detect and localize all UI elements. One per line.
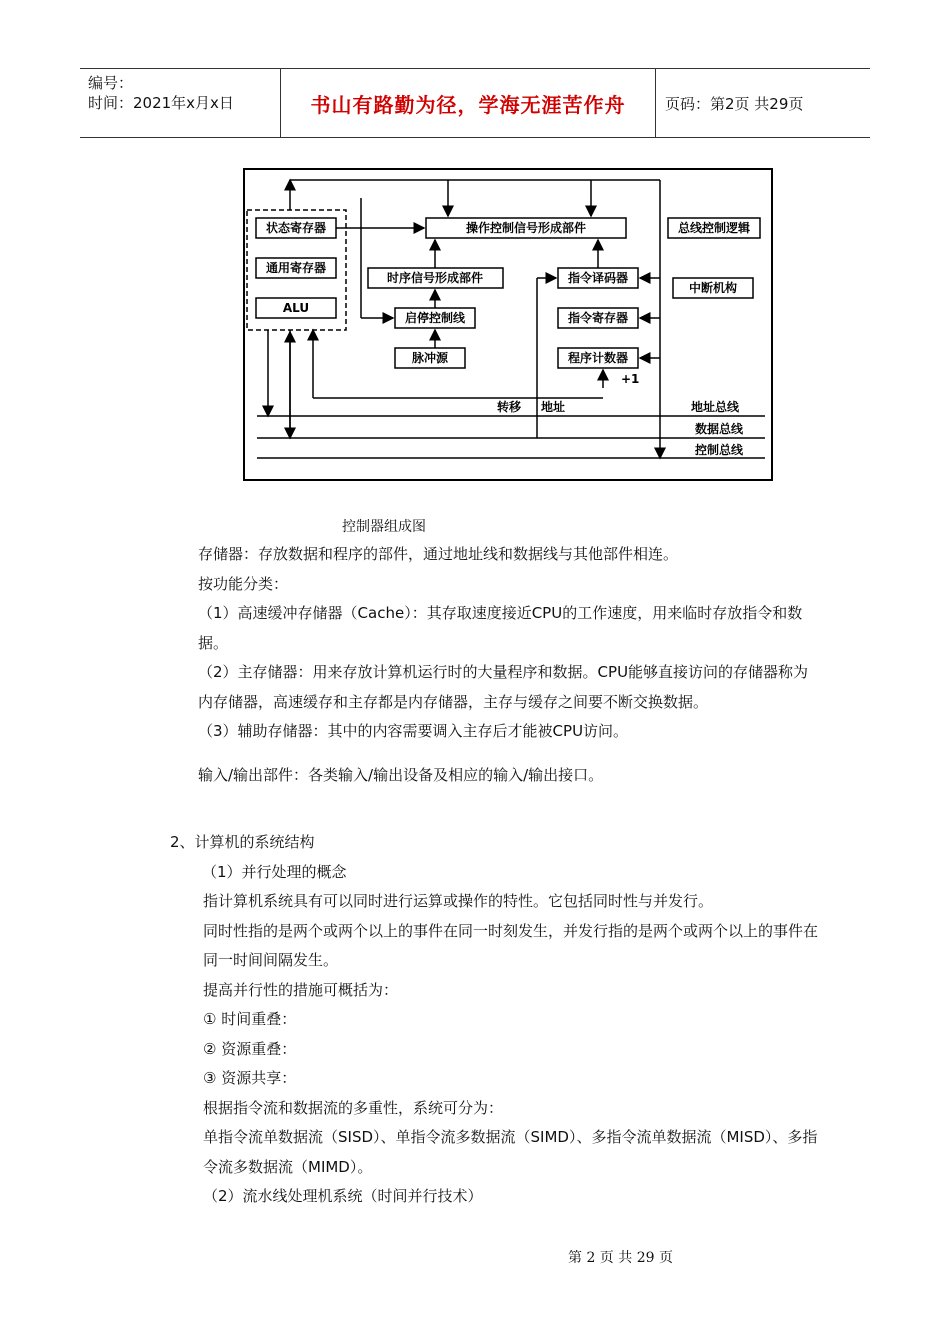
- section-line: 单指令流单数据流（SISD）、单指令流多数据流（SIMD）、多指令流单数据流（MISD）、多指令流多数据流（MIMD）。: [203, 1128, 818, 1176]
- section-line: 同时性指的是两个或两个以上的事件在同一时刻发生，并发行指的是两个或两个以上的事件在同一时间间隔发生。: [203, 921, 819, 969]
- address-label: 地址: [541, 400, 566, 414]
- addr-bus-label: 地址总线: [691, 400, 740, 414]
- interrupt-label: 中断机构: [688, 281, 738, 295]
- alu-label: ALU: [282, 301, 310, 315]
- timing-label: 时序信号形成部件: [386, 271, 484, 285]
- paragraph: 存储器：存放数据和程序的部件，通过地址线和数据线与其他部件相连。: [198, 545, 679, 563]
- general-reg-label: 通用寄存器: [265, 261, 327, 275]
- section-2: [170, 828, 820, 1212]
- block-pc: [558, 348, 638, 368]
- controller-diagram: [243, 168, 773, 481]
- decoder-label: 指令译码器: [567, 271, 629, 285]
- body-text: [198, 540, 818, 790]
- block-pulse: [395, 348, 465, 368]
- paragraph: （1）高速缓冲存储器（Cache）：其存取速度接近CPU的工作速度，用来临时存放指令和数据。: [198, 604, 803, 652]
- paragraph: （2）主存储器：用来存放计算机运行时的大量程序和数据。CPU能够直接访问的存储器称为内存储器，高速缓存和主存都是内存储器，主存与缓存之间要不断交换数据。: [198, 663, 809, 711]
- header-divider: [655, 69, 656, 137]
- section-line: 提高并行性的措施可概括为：: [203, 980, 399, 999]
- page-footer: 第 2 页 共 29 页: [568, 1250, 673, 1266]
- paragraph: （3）辅助存储器：其中的内容需要调入主存后才能被CPU访问。: [198, 722, 629, 740]
- paragraph: 输入/输出部件：各类输入/输出设备及相应的输入/输出接口。: [198, 765, 604, 784]
- section-line: 根据指令流和数据流的多重性，系统可分为：: [203, 1098, 504, 1117]
- pulse-label: 脉冲源: [411, 351, 449, 365]
- block-start-stop: [395, 308, 475, 328]
- block-op-signal: [426, 218, 626, 238]
- start-stop-label: 启停控制线: [404, 311, 466, 325]
- status-reg-label: 状态寄存器: [265, 221, 327, 235]
- section-title: 2、计算机的系统结构: [170, 833, 315, 851]
- ctrl-bus-label: 控制总线: [695, 443, 744, 457]
- serial-label: 编号：: [88, 74, 134, 92]
- ir-label: 指令寄存器: [567, 311, 629, 325]
- section-line: ② 资源重叠：: [203, 1039, 297, 1058]
- block-status-reg: [256, 218, 336, 238]
- bus-ctrl-label: 总线控制逻辑: [677, 221, 751, 235]
- subsection-title: （1）并行处理的概念: [202, 862, 347, 881]
- page-header: [80, 68, 870, 138]
- op-signal-label: 操作控制信号形成部件: [465, 221, 587, 235]
- block-decoder: [558, 268, 638, 288]
- header-motto: 书山有路勤为径，学海无涯苦作舟: [310, 92, 626, 117]
- data-bus-label: 数据总线: [695, 422, 744, 436]
- block-alu: [256, 298, 336, 318]
- paragraph: 按功能分类：: [198, 574, 289, 593]
- block-bus-ctrl: [668, 218, 760, 238]
- date-label: 时间：2021年x月x日: [88, 94, 234, 112]
- section-line: ① 时间重叠：: [203, 1010, 297, 1028]
- header-page-info: 页码：第2页 共29页: [665, 94, 804, 113]
- block-general-reg: [256, 258, 336, 278]
- block-timing: [368, 268, 503, 288]
- section-line: 指计算机系统具有可以同时进行运算或操作的特性。它包括同时性与并发行。: [203, 892, 714, 910]
- transfer-label: 转移: [496, 400, 521, 414]
- controller-diagram-svg: [243, 168, 773, 481]
- block-ir: [558, 308, 638, 328]
- header-meta: [88, 73, 234, 113]
- section-line: （2）流水线处理机系统（时间并行技术）: [203, 1187, 483, 1205]
- pc-label: 程序计数器: [567, 351, 629, 365]
- section-line: ③ 资源共享：: [203, 1069, 297, 1087]
- plus1-label: +1: [621, 372, 640, 386]
- diagram-frame: [244, 169, 772, 480]
- figure-caption: 控制器组成图: [342, 519, 426, 535]
- block-interrupt: [673, 278, 753, 298]
